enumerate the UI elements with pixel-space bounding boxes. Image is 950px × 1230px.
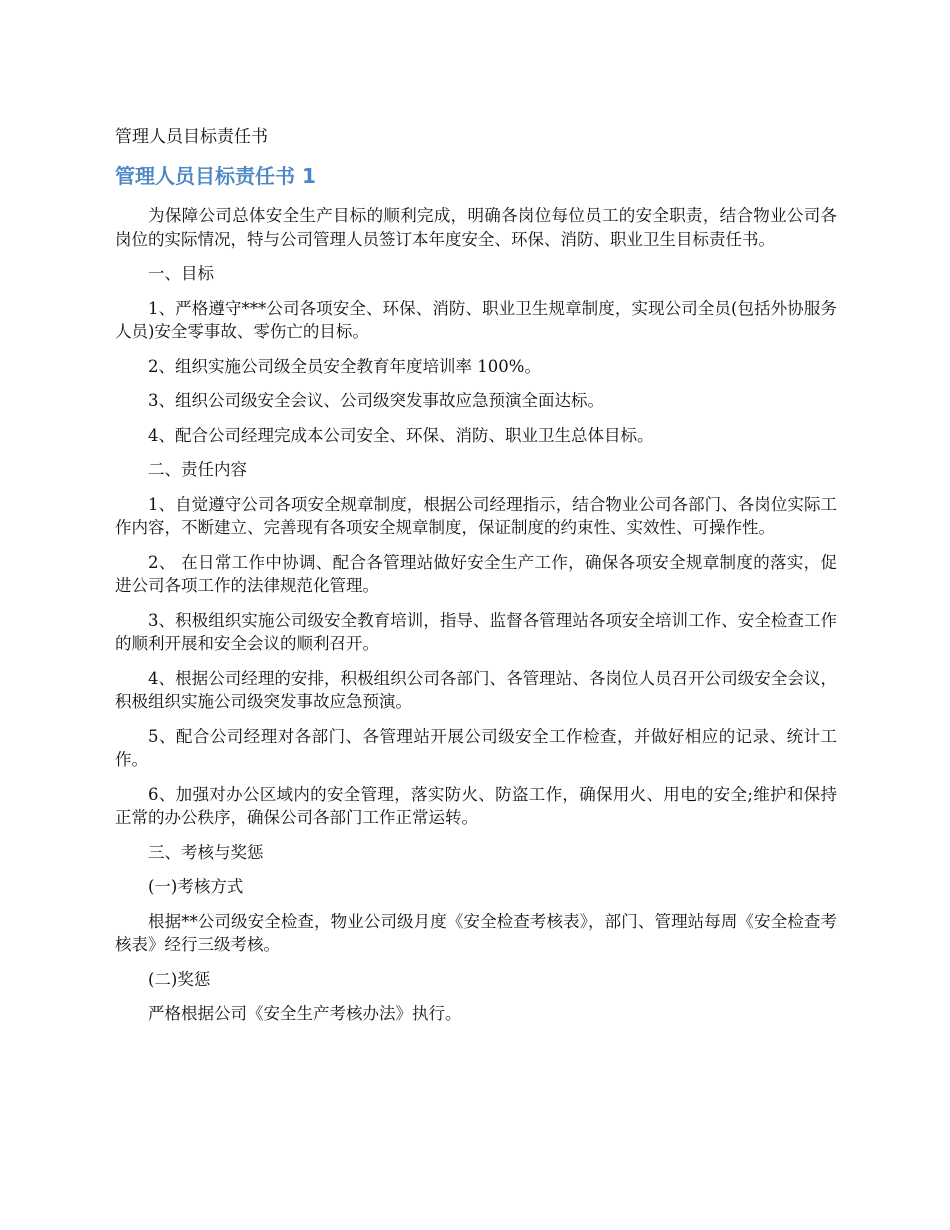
responsibility-item: 2、 在日常工作中协调、配合各管理站做好安全生产工作，确保各项安全规章制度的落实，促进公司各项工作的法律规范化管理。 (115, 552, 837, 595)
document-title: 管理人员目标责任书 (115, 127, 268, 147)
responsibility-item: 4、根据公司经理的安排，积极组织公司各部门、各管理站、各岗位人员召开公司级安全会议，积极组织实施公司级突发事故应急预演。 (115, 668, 837, 711)
document-body (115, 204, 837, 1037)
assessment-method-text: 根据**公司级安全检查，物业公司级月度《安全检查考核表》，部门、管理站每周《安全检查考核表》经行三级考核。 (115, 911, 837, 954)
subheading-assessment-method: (一)考核方式 (148, 877, 244, 896)
paragraph-intro: 为保障公司总体安全生产目标的顺利完成，明确各岗位每位员工的安全职责，结合物业公司各岗位的实际情况，特与公司管理人员签订本年度安全、环保、消防、职业卫生目标责任书。 (115, 206, 837, 249)
heading-goals: 一、目标 (148, 264, 214, 283)
goal-item: 4、配合公司经理完成本公司安全、环保、消防、职业卫生总体目标。 (148, 425, 654, 445)
heading-assessment: 三、考核与奖惩 (148, 842, 264, 862)
rewards-penalties-text: 严格根据公司《安全生产考核办法》执行。 (148, 1004, 462, 1023)
responsibility-item: 6、加强对办公区域内的安全管理，落实防火、防盗工作，确保用火、用电的安全;维护和保持正常的办公秩序，确保公司各部门工作正常运转。 (115, 784, 837, 827)
responsibility-item: 3、积极组织实施公司级安全教育培训，指导、监督各管理站各项安全培训工作、安全检查工作的顺利开展和安全会议的顺利召开。 (115, 610, 837, 653)
subheading-rewards-penalties: (二)奖惩 (148, 969, 211, 989)
goal-item: 3、组织公司级安全会议、公司级突发事故应急预演全面达标。 (148, 391, 604, 410)
heading-responsibilities: 二、责任内容 (148, 460, 247, 479)
goal-item: 1、严格遵守***公司各项安全、环保、消防、职业卫生规章制度，实现公司全员(包括外协服务人员)安全零事故、零伤亡的目标。 (115, 298, 837, 341)
responsibility-item: 5、配合公司经理对各部门、各管理站开展公司级安全工作检查，并做好相应的记录、统计工作。 (115, 726, 837, 769)
section-heading: 管理人员目标责任书 1 (115, 164, 316, 188)
responsibility-item: 1、自觉遵守公司各项安全规章制度，根据公司经理指示，结合物业公司各部门、各岗位实际工作内容，不断建立、完善现有各项安全规章制度，保证制度的约束性、实效性、可操作性。 (115, 494, 837, 537)
goal-item: 2、组织实施公司级全员安全教育年度培训率 100%。 (148, 356, 541, 376)
